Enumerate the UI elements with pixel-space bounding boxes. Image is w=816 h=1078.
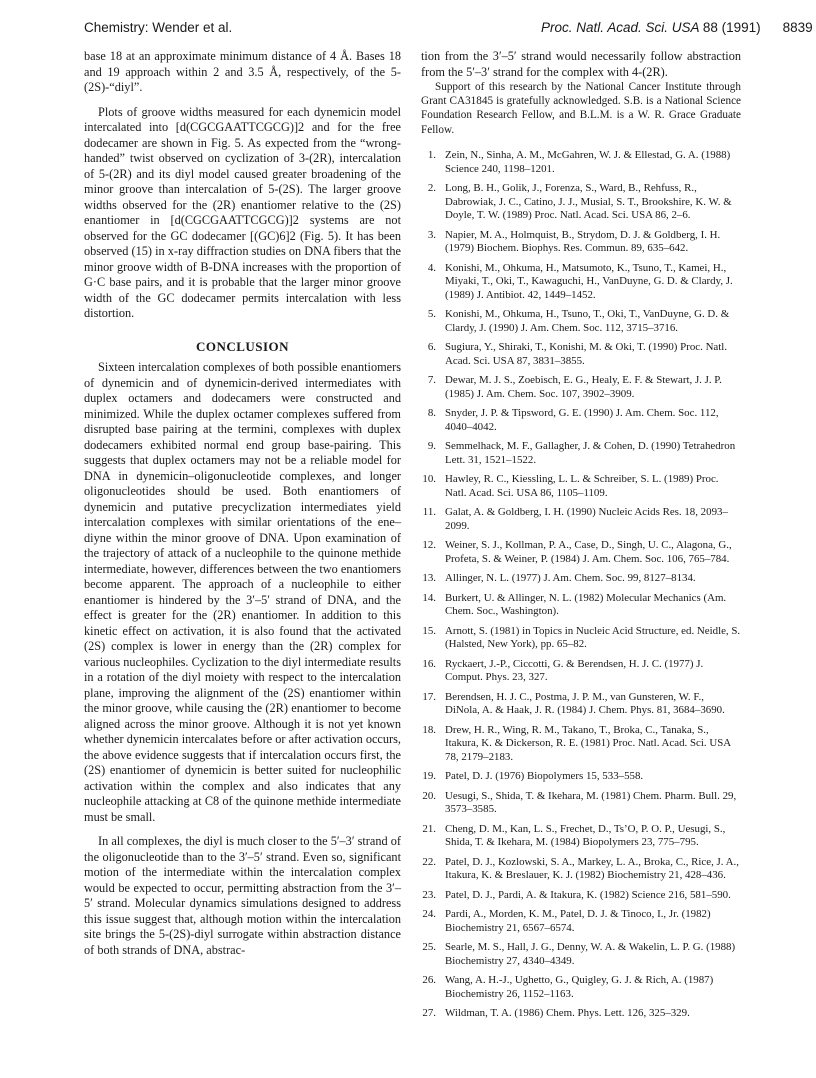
journal-volume: 88 (1991) [702, 20, 761, 35]
journal-name: Proc. Natl. Acad. Sci. USA [541, 20, 700, 35]
reference-item [421, 790, 741, 817]
paragraph-diyl-proximity: In all complexes, the diyl is much closer to the 5′–3′ strand of the oligonucleotide than to the 3′–5′ strand. Even so, significant motion of the intermediate within the intercalation complex would be expected to occur, permitting abstraction from the 3′–5′ strand. Molecular dynamics simulations designed to address this issue suggest that, although motion within the intercalation site brings the 5-(2S)-diyl surrogate within abstraction distance of both strands of DNA, abstrac- [84, 834, 401, 957]
left-column [84, 49, 401, 958]
reference-item [421, 974, 741, 1001]
reference-number: 25. [422, 940, 436, 953]
reference-number: 18. [422, 723, 436, 736]
reference-number: 15. [422, 624, 436, 637]
reference-item [421, 691, 741, 718]
reference-text: Cheng, D. M., Kan, L. S., Frechet, D., Ts’O, P. O. P., Uesugi, S., Shida, T. & Ikehara, M. (1984) Biopolymers 23, 775–795. [445, 822, 726, 849]
paragraph-conclusion: Sixteen intercalation complexes of both possible enantiomers of dynemicin and of dynemicin-derived intermediates with duplex octamers and dodecamers were constructed and minimized. While the duplex octamer complexes suffered from disrupted base pairing at the termini, complexes with duplex dodecamers exhibited normal end group base-pairing. This suggests that duplex octamers may not be a reliable model for DNA in dynemicin–oligonucleotide complexes, and longer oligonucleotides should be used. Both enantiomers of dynemicin and putative precyclization intermediates yield intercalation complexes with similar orientations of the ene–diyne within the minor groove of DNA. Upon examination of the trajectory of attack of a nucleophile to the quinone methide intermediate, however, differences between the two enantiomers become apparent. The approach of a nucleophile to either enantiomer is hindered by the 3′–5′ strand of DNA, and the effect is greater for the (2R) enantiomer. In addition to this kinetic effect on activation, it is also found that the activated (2S) complex is lower in energy than the (2R) complex for various nucleophiles. Cyclization to the diyl intermediate results in a rotation of the diyl moiety with respect to the intercalation plane, improving the alignment of the (2S) enantiomer within the minor groove, while causing the (2R) enantiomer to become aligned across the minor groove. Although it is not yet known whether dynemicin intercalates before or after activation occurs, the above evidence suggests that if intercalation occurs first, the (2S) enantiomer of dynemicin is better suited for nucleophilic activation within the complex and also indicates that any nucleophile attacking at C8 of the quinone methide intermediate must be small. [84, 360, 401, 824]
reference-item [421, 440, 741, 467]
reference-text: Ryckaert, J.-P., Ciccotti, G. & Berendsen, H. J. C. (1977) J. Comput. Phys. 23, 327. [445, 657, 704, 684]
reference-item [421, 724, 741, 765]
reference-number: 7. [427, 374, 436, 387]
reference-item [421, 941, 741, 968]
running-header-journal [541, 20, 813, 35]
reference-text: Sugiura, Y., Shiraki, T., Konishi, M. & Oki, T. (1990) Proc. Natl. Acad. Sci. USA 87, 3831–3855. [445, 341, 728, 367]
reference-item [421, 374, 741, 401]
reference-text: Patel, D. J. (1976) Biopolymers 15, 533–558. [445, 770, 644, 783]
reference-number: 27. [422, 1006, 436, 1019]
reference-item [421, 262, 741, 303]
reference-item [421, 539, 741, 566]
reference-item [421, 473, 741, 500]
running-header-authors: Chemistry: Wender et al. [84, 20, 233, 35]
acknowledgment: Support of this research by the National Cancer Institute through Grant CA31845 is gratefully acknowledged. S.B. is a National Science Foundation Research Fellow, and B.L.M. is a W. R. Grace Graduate Fellow. [421, 81, 741, 136]
reference-item [421, 572, 741, 586]
reference-item [421, 308, 741, 335]
reference-text: Berendsen, H. J. C., Postma, J. P. M., van Gunsteren, W. F., DiNola, A. & Haak, J. R. (1984) J. Chem. Phys. 81, 3684–3690. [445, 690, 725, 717]
reference-item [421, 341, 741, 368]
section-heading-conclusion: CONCLUSION [195, 338, 290, 354]
reference-text: Allinger, N. L. (1977) J. Am. Chem. Soc. 99, 8127–8134. [445, 572, 696, 585]
paragraph-continuation: tion from the 3′–5′ strand would necessarily follow abstraction from the 5′–3′ strand for the complex with 4-(2R). [421, 49, 741, 79]
reference-number: 4. [427, 261, 436, 274]
reference-number: 1. [427, 148, 436, 161]
reference-text: Semmelhack, M. F., Gallagher, J. & Cohen, D. (1990) Tetrahedron Lett. 31, 1521–1522. [445, 440, 736, 466]
reference-number: 2. [427, 181, 436, 194]
reference-text: Searle, M. S., Hall, J. G., Denny, W. A. & Wakelin, L. P. G. (1988) Biochemistry 27, 4340–4349. [445, 940, 736, 967]
reference-number: 19. [422, 770, 436, 783]
reference-item [421, 908, 741, 935]
reference-item [421, 407, 741, 434]
reference-number: 17. [422, 690, 436, 703]
reference-text: Wang, A. H.-J., Ughetto, G., Quigley, G. J. & Rich, A. (1987) Biochemistry 26, 1152–1163. [445, 973, 714, 1000]
reference-item [421, 229, 741, 256]
reference-text: Snyder, J. P. & Tipsword, G. E. (1990) J. Am. Chem. Soc. 112, 4040–4042. [445, 407, 719, 433]
reference-item [421, 889, 741, 903]
reference-number: 13. [422, 572, 436, 585]
reference-text: Wildman, T. A. (1986) Chem. Phys. Lett. 126, 325–329. [445, 1006, 690, 1019]
reference-text: Konishi, M., Ohkuma, H., Tsuno, T., Oki, T., VanDuyne, G. D. & Clardy, J. (1990) J. Am. Chem. Soc. 112, 3715–3716. [445, 308, 730, 334]
reference-number: 21. [422, 822, 436, 835]
reference-item [421, 625, 741, 652]
reference-text: Hawley, R. C., Kiessling, L. L. & Schreiber, S. L. (1989) Proc. Natl. Acad. Sci. USA 86, 1105–1109. [445, 473, 719, 499]
reference-text: Patel, D. J., Kozlowski, S. A., Markey, L. A., Broka, C., Rice, J. A., Itakura, K. & Breslauer, K. J. (1982) Biochemistry 21, 428–436. [445, 855, 739, 882]
reference-item [421, 823, 741, 850]
reference-number: 5. [427, 308, 436, 321]
reference-item [421, 506, 741, 533]
reference-number: 26. [422, 973, 436, 986]
reference-item [421, 770, 741, 784]
reference-number: 22. [422, 855, 436, 868]
reference-item [421, 149, 741, 176]
reference-item [421, 182, 741, 223]
reference-text: Konishi, M., Ohkuma, H., Matsumoto, K., Tsuno, T., Kamei, H., Miyaki, T., Oki, T., Kawaguchi, H., VanDuyne, G. D. & Clardy, J. (1989) J. Antibiot. 42, 1449–1452. [445, 261, 733, 301]
reference-text: Pardi, A., Morden, K. M., Patel, D. J. & Tinoco, I., Jr. (1982) Biochemistry 21, 6567–6574. [445, 907, 711, 934]
reference-text: Arnott, S. (1981) in Topics in Nucleic Acid Structure, ed. Neidle, S. (Halsted, New York), pp. 65–82. [445, 624, 741, 651]
page-number: 8839 [782, 20, 813, 35]
reference-number: 14. [422, 591, 436, 604]
reference-text: Galat, A. & Goldberg, I. H. (1990) Nucleic Acids Res. 18, 2093–2099. [445, 506, 728, 532]
reference-number: 3. [427, 228, 436, 241]
reference-text: Weiner, S. J., Kollman, P. A., Case, D., Singh, U. C., Alagona, G., Profeta, S. & Weiner, P. (1984) J. Am. Chem. Soc. 106, 765–784. [445, 539, 732, 565]
paragraph-continued: base 18 at an approximate minimum distance of 4 Å. Bases 18 and 19 approach within 2 and 3.5 Å, respectively, of the 5-(2S)-“diyl”. [84, 49, 401, 94]
reference-number: 9. [427, 440, 436, 453]
reference-number: 24. [422, 907, 436, 920]
reference-item [421, 658, 741, 685]
reference-number: 8. [427, 407, 436, 420]
reference-item [421, 856, 741, 883]
right-column [421, 49, 741, 1026]
reference-number: 6. [427, 341, 436, 354]
reference-text: Napier, M. A., Holmquist, B., Strydom, D. J. & Goldberg, I. H. (1979) Biochem. Biophys. Res. Commun. 89, 635–642. [445, 228, 721, 255]
reference-number: 23. [422, 888, 436, 901]
reference-list [421, 149, 741, 1021]
reference-item [421, 592, 741, 619]
reference-number: 12. [422, 539, 436, 552]
reference-text: Dewar, M. J. S., Zoebisch, E. G., Healy, E. F. & Stewart, J. J. P. (1985) J. Am. Chem. Soc. 107, 3902–3909. [445, 374, 722, 400]
reference-text: Patel, D. J., Pardi, A. & Itakura, K. (1982) Science 216, 581–590. [445, 888, 731, 901]
reference-number: 10. [422, 473, 436, 486]
reference-text: Long, B. H., Golik, J., Forenza, S., Ward, B., Rehfuss, R., Dabrowiak, J. C., Catino, J. J., Musial, S. T., Brookshire, K. W. & Doyle, T. W. (1989) Proc. Natl. Acad. Sci. USA 86, 2–6. [445, 181, 732, 222]
reference-number: 11. [422, 506, 436, 519]
reference-text: Zein, N., Sinha, A. M., McGahren, W. J. & Ellestad, G. A. (1988) Science 240, 1198–1201. [445, 148, 731, 175]
reference-number: 16. [422, 657, 436, 670]
reference-text: Burkert, U. & Allinger, N. L. (1982) Molecular Mechanics (Am. Chem. Soc., Washington). [445, 591, 727, 618]
paragraph-groove-widths: Plots of groove widths measured for each dynemicin model intercalated into [d(CGCGAATTCGCG)]2 and for the free dodecamer are shown in Fig. 5. As expected from the “wrong-handed” twist observed on cyclization of 3-(2R), intercalation of 5-(2R) and its diyl model caused greater broadening of the minor groove than intercalation of 5-(2S). The larger groove widths observed for the (2R) enantiomer relative to the (2S) enantiomer in [d(CGCGAATTCGCG)]2 systems are not observed for the GC dodecamer [(GC)6]2 (Fig. 5). It has been observed (15) in x-ray diffraction studies on DNA fibers that the minor groove width of B-DNA increases with the proportion of G·C base pairs, and it is probable that the larger minor groove width of the GC dodecamer permits intercalation with less distortion. [84, 104, 401, 320]
reference-item [421, 1007, 741, 1021]
reference-text: Drew, H. R., Wing, R. M., Takano, T., Broka, C., Tanaka, S., Itakura, K. & Dickerson, R. E. (1981) Proc. Natl. Acad. Sci. USA 78, 2179–2183. [445, 723, 731, 763]
reference-number: 20. [422, 789, 436, 802]
reference-text: Uesugi, S., Shida, T. & Ikehara, M. (1981) Chem. Pharm. Bull. 29, 3573–3585. [445, 789, 737, 816]
